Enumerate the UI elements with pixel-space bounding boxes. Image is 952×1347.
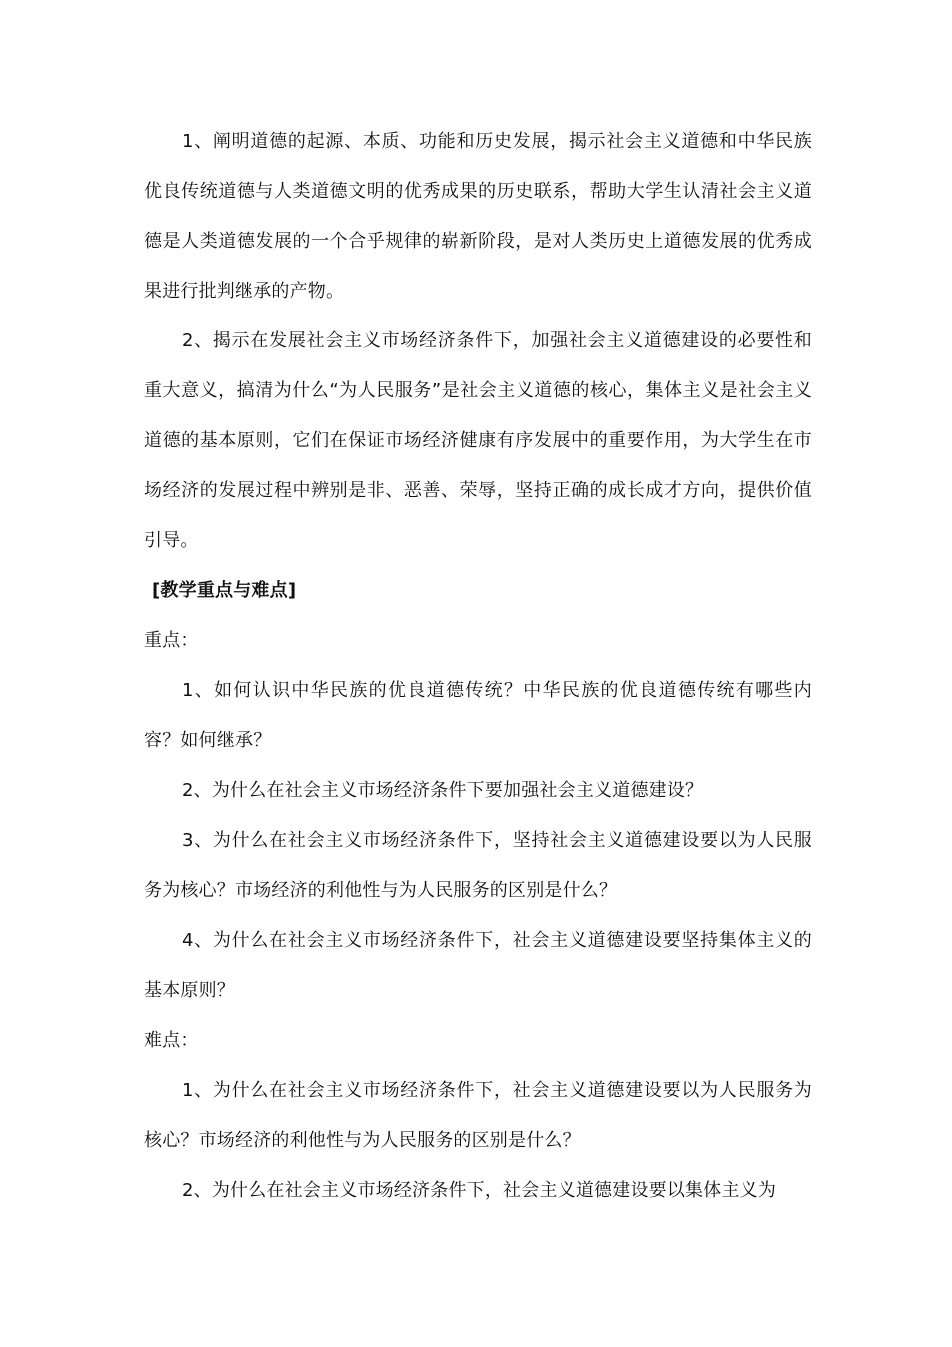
key-point-item-1: 1、如何认识中华民族的优良道德传统？中华民族的优良道德传统有哪些内容？如何继承？: [144, 680, 812, 751]
objective-paragraph-1: 1、阐明道德的起源、本质、功能和历史发展，揭示社会主义道德和中华民族优良传统道德与人类道德文明的优秀成果的历史联系，帮助大学生认清社会主义道德是人类道德发展的一个合乎规律的崭新阶段，是对人类历史上道德发展的优秀成果进行批判继承的产物。: [144, 131, 812, 302]
key-points-label: 重点：: [144, 630, 199, 651]
key-point-item-2: 2、为什么在社会主义市场经济条件下要加强社会主义道德建设？: [182, 780, 704, 801]
key-point-item-3: 3、为什么在社会主义市场经济条件下，坚持社会主义道德建设要以为人民服务为核心？市场经济的利他性与为人民服务的区别是什么？: [144, 830, 812, 901]
key-point-item-4: 4、为什么在社会主义市场经济条件下，社会主义道德建设要坚持集体主义的基本原则？: [144, 930, 812, 1001]
difficult-point-item-1: 1、为什么在社会主义市场经济条件下，社会主义道德建设要以为人民服务为核心？市场经济的利他性与为人民服务的区别是什么？: [144, 1080, 812, 1151]
difficult-point-item-2: 2、为什么在社会主义市场经济条件下，社会主义道德建设要以集体主义为: [182, 1180, 777, 1201]
objective-paragraph-2: 2、揭示在发展社会主义市场经济条件下，加强社会主义道德建设的必要性和重大意义，搞清为什么“为人民服务”是社会主义道德的核心，集体主义是社会主义道德的基本原则，它们在保证市场经济健康有序发展中的重要作用，为大学生在市场经济的发展过程中辨别是非、恶善、荣辱，坚持正确的成长成才方向，提供价值引导。: [144, 330, 812, 551]
difficult-points-label: 难点：: [144, 1030, 199, 1051]
section-heading: [教学重点与难点]: [152, 580, 297, 601]
